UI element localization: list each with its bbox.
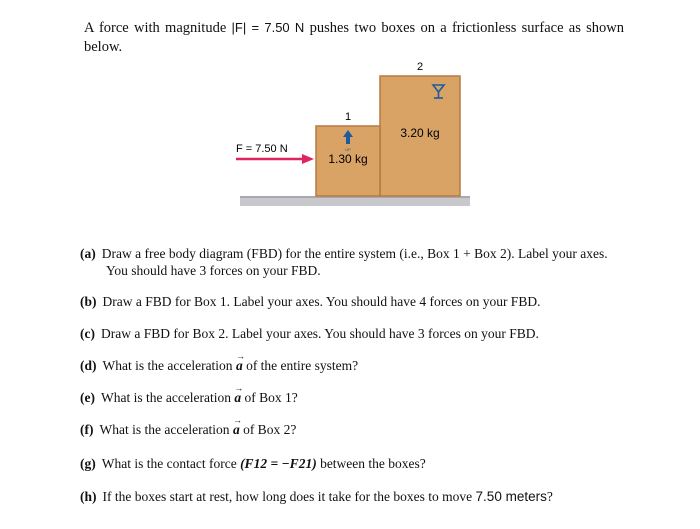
force-magnitude-expression: |F| = 7.50 N (231, 20, 305, 35)
force-arrow-head (302, 154, 314, 164)
question-c-text: Draw a FBD for Box 2. Label your axes. You should have 3 forces on your FBD. (100, 326, 539, 341)
intro-text-2: pushes two boxes on a frictionless surface as shown below. (84, 20, 625, 55)
question-c (80, 325, 539, 342)
question-h-text-post: ? (546, 489, 553, 504)
question-b-label: (b) (80, 294, 97, 309)
question-c-label: (c) (80, 326, 95, 341)
problem-intro (84, 18, 624, 57)
question-d-label: (d) (80, 358, 97, 373)
question-g (80, 455, 426, 472)
box-1-mass: 1.30 kg (328, 152, 368, 166)
boxes-figure (230, 56, 480, 216)
box-1-number: 1 (344, 111, 352, 123)
question-a-label: (a) (80, 246, 96, 261)
force-label: F = 7.50 N (236, 143, 288, 155)
question-b-text: Draw a FBD for Box 1. Label your axes. You should have 4 forces on your FBD. (102, 294, 541, 309)
question-d (80, 357, 358, 374)
question-a (80, 245, 608, 279)
question-h-text: If the boxes start at rest, how long does it take for the boxes to move (102, 489, 476, 504)
intro-text-1: A force with magnitude (84, 20, 232, 36)
question-b (80, 293, 540, 310)
question-e-text-pre: What is the acceleration (100, 390, 235, 405)
question-g-text-post: between the boxes? (316, 456, 426, 471)
box-2-mass: 3.20 kg (400, 126, 440, 140)
question-e (80, 389, 298, 406)
acceleration-vector-symbol: → a (236, 358, 243, 373)
contact-force-expression: (F12 = −F21) (240, 456, 317, 471)
question-e-label: (e) (80, 390, 95, 405)
box-2-number: 2 (416, 61, 424, 73)
question-f-text-post: of Box 2? (239, 422, 297, 437)
question-d-text-post: of the entire system? (242, 358, 359, 373)
acceleration-vector-symbol: → a (233, 422, 240, 437)
question-g-text-pre: What is the contact force (101, 456, 241, 471)
question-a-text-cont: You should have 3 forces on your FBD. (106, 263, 321, 278)
question-a-text: Draw a free body diagram (FBD) for the entire system (i.e., Box 1 + Box 2). Label your axes. (101, 246, 608, 261)
question-f (80, 421, 296, 438)
question-d-text-pre: What is the acceleration (102, 358, 236, 373)
question-f-text-pre: What is the acceleration (99, 422, 233, 437)
question-f-label: (f) (80, 422, 94, 437)
question-e-text-post: of Box 1? (241, 390, 298, 405)
question-h (80, 488, 553, 505)
question-h-label: (h) (80, 489, 97, 504)
question-g-label: (g) (80, 456, 96, 471)
acceleration-vector-symbol: → a (234, 390, 241, 405)
up-arrow-text: UP (345, 147, 351, 152)
distance-value: 7.50 meters (475, 489, 547, 504)
